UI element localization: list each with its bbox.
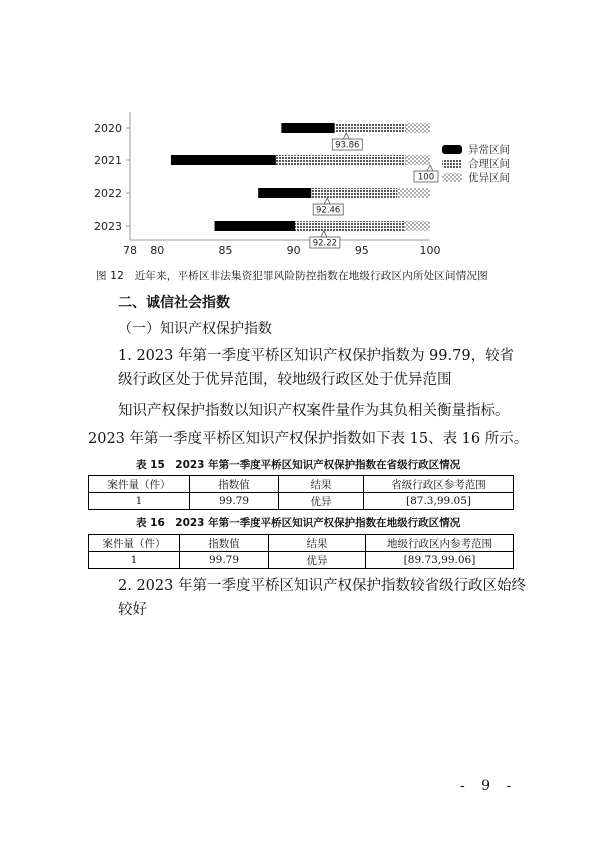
legend-swatch [442, 173, 462, 182]
table-cell: 优异 [279, 493, 364, 510]
table-header-cell: 结果 [279, 476, 364, 493]
table-header-cell: 案件量（件） [89, 535, 180, 552]
bar-segment [311, 188, 397, 198]
bar-segment [405, 123, 430, 133]
annotation-pointer [324, 198, 330, 204]
table-16 [88, 534, 514, 569]
x-tick-label: 100 [419, 244, 441, 257]
paragraph-3: 2023 年第一季度平桥区知识产权保护指数如下表 15、表 16 所示。 [88, 431, 529, 447]
annotation-pointer [343, 133, 349, 139]
table-15 [88, 475, 514, 510]
interval-chart [90, 112, 510, 262]
legend-label: 优异区间 [468, 172, 510, 184]
figure-caption: 图 12 近年来，平桥区非法集资犯罪风险防控指数在地级行政区内所处区间情况图 [96, 270, 488, 282]
table-header-cell: 地级行政区内参考范围 [366, 535, 514, 552]
legend-label: 异常区间 [468, 144, 510, 156]
table-cell: 1 [89, 552, 180, 569]
data-label: 92.22 [312, 238, 338, 249]
table-row [89, 552, 514, 569]
section-heading: 二、诚信社会指数 [118, 295, 230, 311]
table-cell: [87.3,99.05] [364, 493, 514, 510]
table-cell: [89.73,99.06] [366, 552, 514, 569]
annotation-pointer [427, 165, 433, 171]
table-cell: 99.79 [180, 552, 269, 569]
table-cell: 优异 [269, 552, 366, 569]
y-tick-label: 2021 [94, 154, 122, 167]
bar-segment [281, 123, 334, 133]
x-tick-label: 78 [123, 244, 137, 257]
data-label: 92.46 [316, 205, 341, 216]
table-header-row [89, 535, 514, 552]
paragraph-1: 1. 2023 年第一季度平桥区知识产权保护指数为 99.79，较省级行政区处于优异范围，较地级行政区处于优异范围 [118, 348, 515, 388]
x-tick-label: 85 [218, 244, 233, 257]
legend-label: 合理区间 [468, 158, 510, 170]
y-tick-label: 2022 [94, 187, 122, 200]
paragraph-2: 知识产权保护指数以知识产权案件量作为其负相关衡量指标。 [118, 403, 510, 419]
x-tick-label: 80 [150, 244, 165, 257]
table-header-cell: 省级行政区参考范围 [364, 476, 514, 493]
page-number: - 9 - [460, 778, 518, 794]
bar-segment [397, 188, 430, 198]
table-cell: 99.79 [190, 493, 279, 510]
bar-segment [258, 188, 311, 198]
bar-segment [404, 221, 430, 231]
table-header-row [89, 476, 514, 493]
x-tick-label: 90 [286, 244, 301, 257]
table-header-cell: 指数值 [190, 476, 279, 493]
y-tick-label: 2023 [94, 220, 122, 233]
x-tick-label: 95 [354, 244, 369, 257]
annotation-pointer [321, 231, 327, 237]
table16-caption: 表 16 2023 年第一季度平桥区知识产权保护指数在地级行政区情况 [136, 517, 461, 529]
bar-segment [215, 221, 295, 231]
bar-segment [295, 221, 404, 231]
legend-swatch [442, 159, 462, 168]
table-header-cell: 案件量（件） [89, 476, 190, 493]
table-cell: 1 [89, 493, 190, 510]
data-label: 100 [417, 172, 435, 183]
y-tick-label: 2020 [94, 122, 122, 135]
data-label: 93.86 [335, 140, 360, 151]
table-header-cell: 结果 [269, 535, 366, 552]
table-row [89, 493, 514, 510]
bar-segment [405, 155, 430, 165]
bar-segment [276, 155, 406, 165]
bar-segment [171, 155, 276, 165]
table-header-cell: 指数值 [180, 535, 269, 552]
paragraph-4: 2. 2023 年第一季度平桥区知识产权保护指数较省级行政区始终较好 [118, 578, 526, 618]
table15-caption: 表 15 2023 年第一季度平桥区知识产权保护指数在省级行政区情况 [136, 459, 461, 471]
section-subheading: （一）知识产权保护指数 [118, 321, 272, 337]
bar-segment [335, 123, 406, 133]
legend-swatch [442, 145, 462, 154]
